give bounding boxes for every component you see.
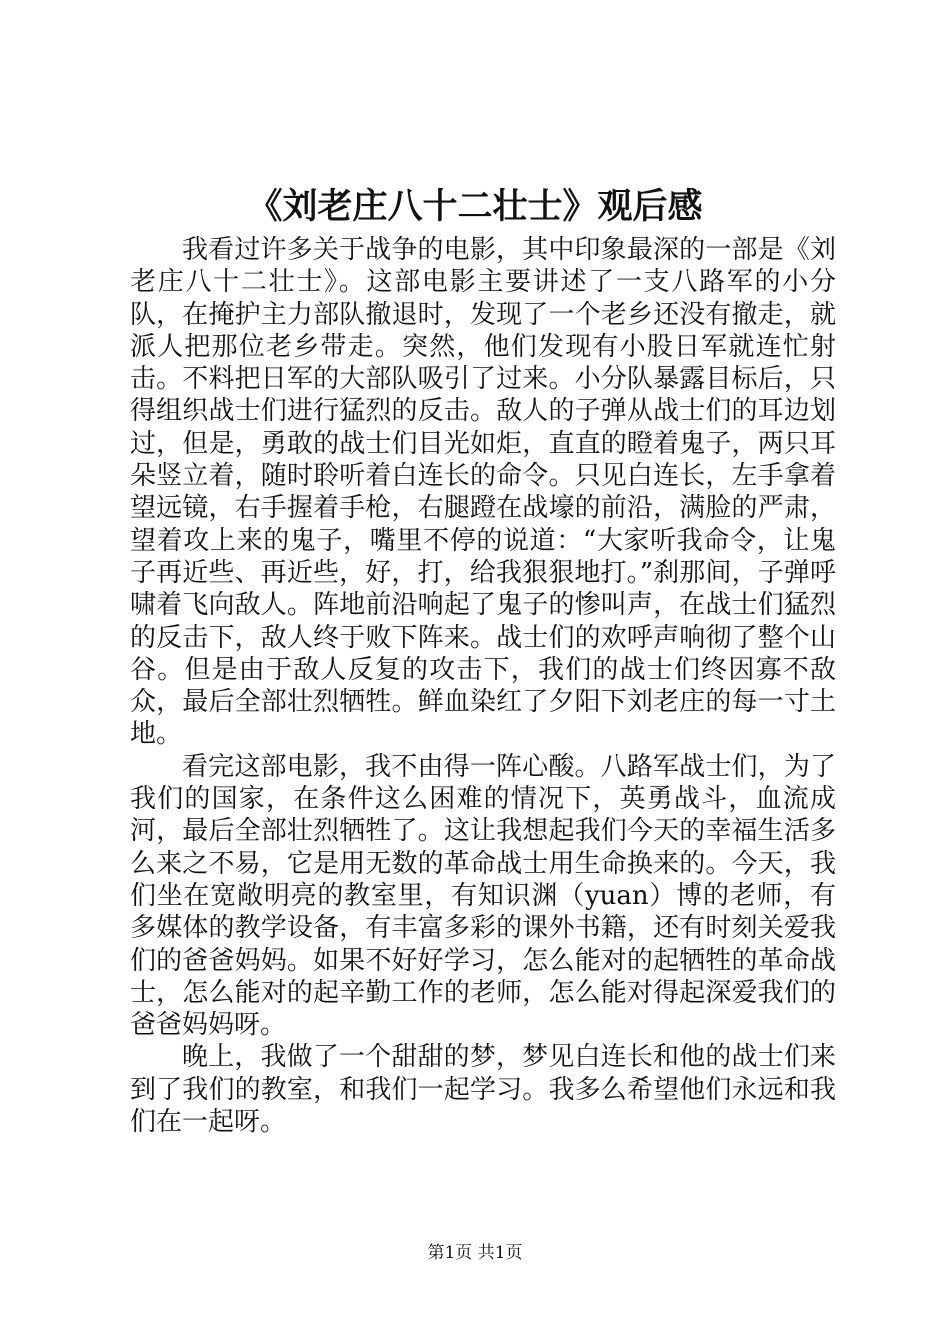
paragraph-1: 我看过许多关于战争的电影，其中印象最深的一部是《刘老庄八十二壮士》。这部电影主要讲述了一支八路军的小分队，在掩护主力部队撤退时，发现了一个老乡还没有撤走，就派人把那位老乡带走。突然，他们发现有小股日军就连忙射击。不料把日军的大部队吸引了过来。小分队暴露目标后，只得组织战士们进行猛烈的反击。敌人的子弹从战士们的耳边划过，但是，勇敢的战士们目光如炬，直直的瞪着鬼子，两只耳朵竖立着，随时聆听着白连长的命令。只见白连长，左手拿着望远镜，右手握着手枪，右腿蹬在战壕的前沿，满脸的严肃，望着攻上来的鬼子，嘴里不停的说道：“大家听我命令，让鬼子再近些、再近些，好，打，给我狠狠地打。”刹那间，子弹呼啸着飞向敌人。阵地前沿响起了鬼子的惨叫声，在战士们猛烈的反击下，敌人终于败下阵来。战士们的欢呼声响彻了整个山谷。但是由于敌人反复的攻击下，我们的战士们终因寡不敌众，最后全部壮烈牺牲。鲜血染红了夕阳下刘老庄的每一寸土地。 bbox=[130, 235, 836, 750]
paragraph-3: 晚上，我做了一个甜甜的梦，梦见白连长和他的战士们来到了我们的教室，和我们一起学习。我多么希望他们永远和我们在一起呀。 bbox=[130, 1042, 836, 1138]
page-number-footer: 第1页 共1页 bbox=[427, 1243, 523, 1263]
document-body bbox=[130, 234, 836, 1138]
paragraph-2: 看完这部电影，我不由得一阵心酸。八路军战士们，为了我们的国家，在条件这么困难的情况下，英勇战斗，血流成河，最后全部壮烈牺牲了。这让我想起我们今天的幸福生活多么来之不易，它是用无数的革命战士用生命换来的。今天，我们坐在宽敞明亮的教室里，有知识渊（yuan）博的老师，有多媒体的教学设备，有丰富多彩的课外书籍，还有时刻关爱我们的爸爸妈妈。如果不好好学习，怎么能对的起牺牲的革命战士，怎么能对的起辛勤工作的老师，怎么能对得起深爱我们的爸爸妈妈呀。 bbox=[130, 751, 836, 1041]
document-title: 《刘老庄八十二壮士》观后感 bbox=[247, 186, 703, 227]
